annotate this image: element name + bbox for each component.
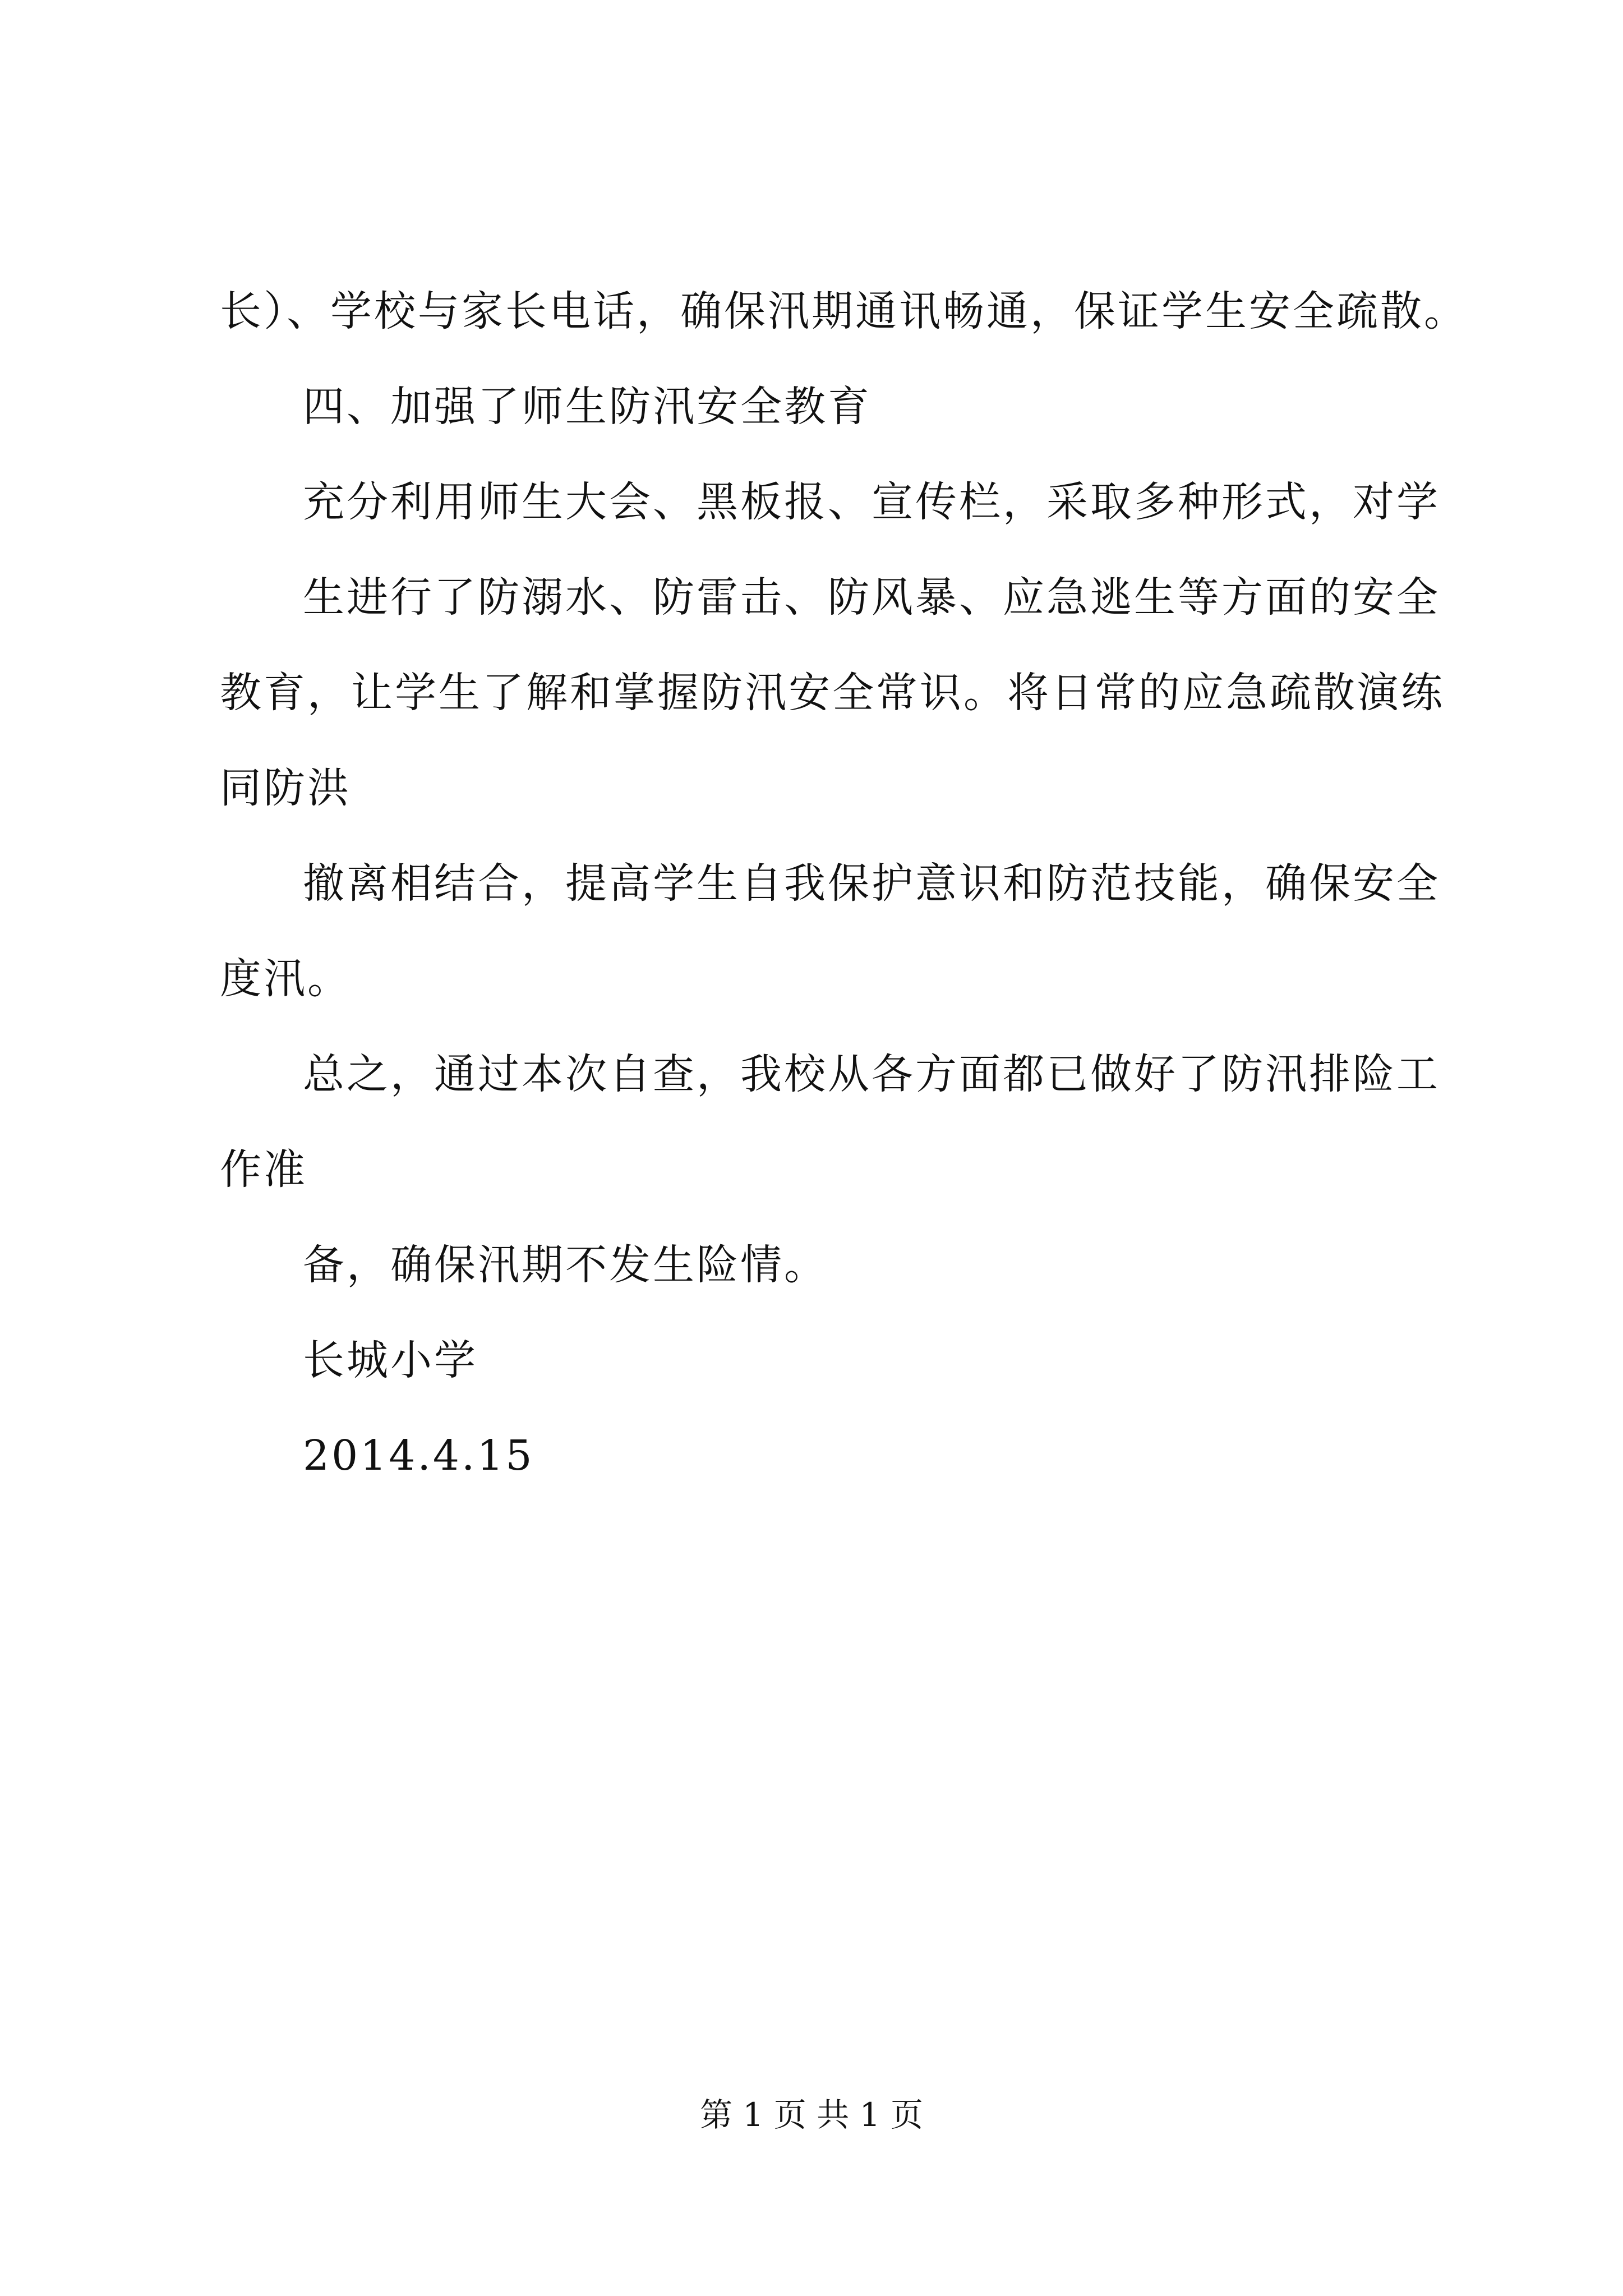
signature-name: 长城小学	[303, 1336, 478, 1384]
text-line: 同防洪	[220, 764, 351, 812]
text-line: 生进行了防溺水、防雷击、防风暴、应急逃生等方面的安全	[303, 573, 1440, 622]
page-footer: 第 1 页 共 1 页	[700, 2096, 923, 2134]
text-line: 作准	[220, 1145, 307, 1194]
text-line: 充分利用师生大会、黑板报、宣传栏，采取多种形式，对学	[303, 478, 1440, 526]
text-line: 备，确保汛期不发生险情。	[303, 1241, 828, 1289]
text-line: 总之，通过本次自查，我校从各方面都已做好了防汛排险工	[303, 1050, 1440, 1098]
text-line: 教育，让学生了解和掌握防汛安全常识。将日常的应急疏散演练	[220, 669, 1445, 717]
signature-date: 2014.4.15	[303, 1432, 534, 1480]
document-body	[220, 264, 1468, 1503]
text-line: 度汛。	[220, 955, 351, 1003]
text-line: 撤离相结合，提高学生自我保护意识和防范技能，确保安全	[303, 859, 1440, 908]
section-heading: 四、加强了师生防汛安全教育	[303, 383, 872, 431]
text-line: 长）、学校与家长电话，确保汛期通讯畅通，保证学生安全疏散。	[220, 287, 1468, 335]
